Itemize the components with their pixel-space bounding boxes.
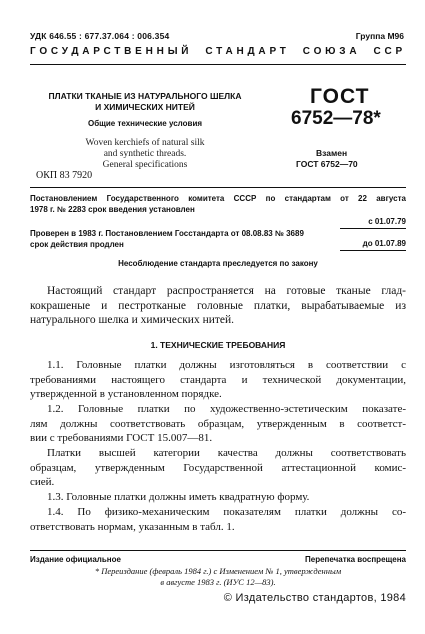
intro-line2: кокрашеные и пестротканые головные платки, вырабатываемые из — [30, 299, 406, 312]
paragraph-1-4 — [30, 505, 406, 534]
p12-line3: вии с требованиями ГОСТ 15.007—81. — [30, 432, 213, 445]
decree-line2: 1978 г. № 2283 срок введения установлен — [30, 205, 195, 214]
intro-line3: натурального шелка и химических нитей. — [30, 314, 235, 327]
gost-label: ГОСТ — [310, 85, 370, 108]
p14-line1: 1.4. По физико-механическим показателям платки должны со- — [47, 506, 406, 518]
reissue-note — [30, 566, 406, 588]
p12c-line2: образцам, утвержденным Государственной аттестационной комис- — [30, 461, 406, 474]
p11-line2: требованиями настоящего стандарта и технической документации, — [30, 373, 406, 386]
footer-rule — [30, 550, 406, 551]
p12c-line1: Платки высшей категории качества должны соответствовать — [47, 447, 406, 459]
decree-line4: срок действия продлен — [30, 240, 124, 249]
legal-warning: Несоблюдение стандарта преследуется по закону — [118, 259, 318, 268]
section-heading: 1. ТЕХНИЧЕСКИЕ ТРЕБОВАНИЯ — [150, 340, 286, 350]
replaces-label: Взамен — [316, 148, 348, 158]
paragraph-1-1 — [30, 358, 406, 402]
official-edition: Издание официальное — [30, 555, 121, 564]
title-en — [30, 138, 260, 171]
paragraph-1-2 — [30, 402, 406, 446]
p11-line1: 1.1. Головные платки должны изготовляться в соответствии с — [47, 359, 406, 371]
p12-line2: лям должны соответствовать образцам, утвержденным в соответст- — [30, 417, 406, 430]
replaces-standard: ГОСТ 6752—70 — [296, 159, 358, 169]
reissue-note-line1: * Переиздание (февраль 1984 г.) с Изменением № 1, утвержденным — [94, 566, 342, 576]
okp-code: ОКП 83 7920 — [36, 170, 93, 181]
title-ru-subtitle: Общие технические условия — [87, 119, 203, 128]
title-ru-line2: И ХИМИЧЕСКИХ НИТЕЙ — [95, 102, 195, 112]
group-code: Группа М96 — [355, 31, 404, 41]
title-rule — [30, 187, 406, 188]
title-en-line2: and synthetic threads. — [103, 149, 187, 159]
extended-date-rule — [340, 250, 406, 251]
title-en-line1: Woven kerchiefs of natural silk — [85, 138, 205, 148]
intro-line1: Настоящий стандарт распространяется на готовые тканые глад- — [47, 285, 406, 297]
effective-date: с 01.07.79 — [368, 217, 406, 226]
decree-line1: Постановлением Государственного комитета СССР по стандартам от 22 августа — [30, 194, 406, 203]
p13-line1: 1.3. Головные платки должны иметь квадратную форму. — [47, 491, 310, 503]
reissue-note-line2: в августе 1983 г. (ИУС 12—83). — [160, 577, 276, 587]
decree-line3: Проверен в 1983 г. Постановлением Госстандарта от 08.08.83 № 3689 — [30, 229, 304, 238]
paragraph-1-3 — [30, 490, 406, 505]
copyright: © Издательство стандартов, 1984 — [223, 592, 406, 604]
paragraph-1-2-cont — [30, 446, 406, 490]
title-ru-line1: ПЛАТКИ ТКАНЫЕ ИЗ НАТУРАЛЬНОГО ШЕЛКА — [48, 91, 242, 101]
effective-date-rule — [340, 228, 406, 229]
banner-rule — [30, 64, 406, 65]
p12c-line3: сией. — [30, 476, 55, 489]
udk-code: УДК 646.55 : 677.37.064 : 006.354 — [30, 31, 170, 41]
title-ru — [30, 91, 260, 129]
gost-number: 6752—78* — [291, 108, 381, 129]
p11-line3: утвержденной в установленном порядке. — [30, 388, 222, 401]
title-en-line3: General specifications — [102, 160, 188, 170]
intro-paragraph — [30, 284, 406, 328]
reprint-prohibited: Перепечатка воспрещена — [305, 555, 406, 564]
banner-title: ГОСУДАРСТВЕННЫЙ СТАНДАРТ СОЮЗА ССР — [30, 46, 406, 57]
p14-line2: ответствовать нормам, указанным в табл. 1. — [30, 520, 235, 533]
extended-date: до 01.07.89 — [362, 239, 406, 248]
p12-line1: 1.2. Головные платки по художественно-эстетическим показате- — [47, 403, 406, 415]
